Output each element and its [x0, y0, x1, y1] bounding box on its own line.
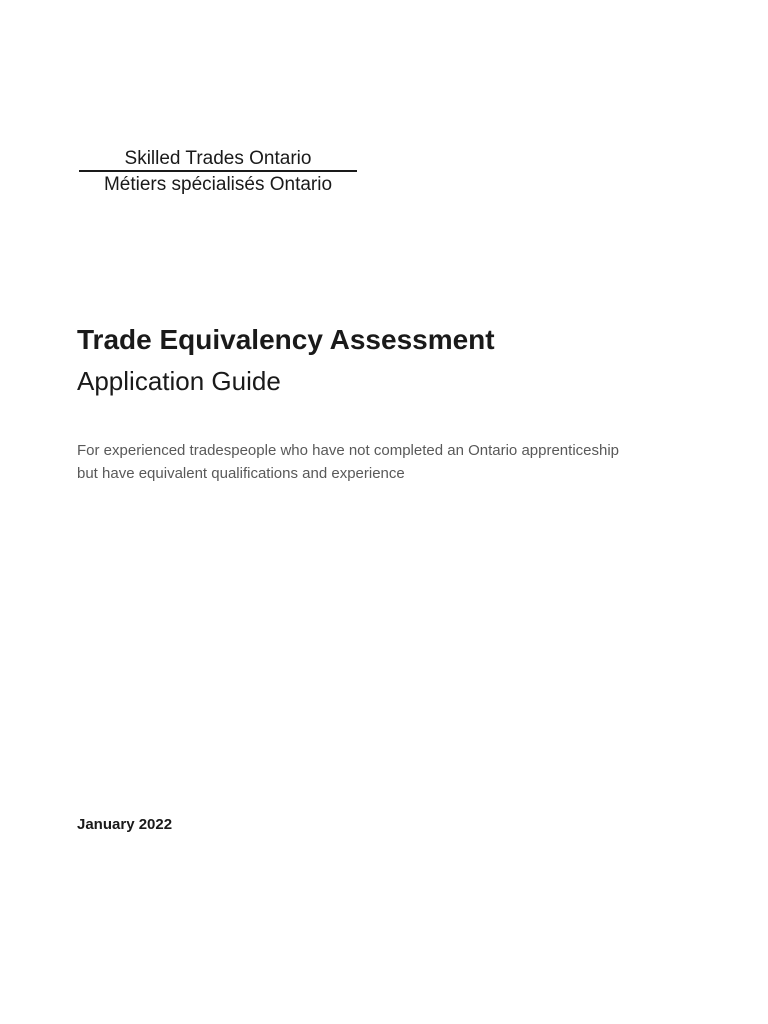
publication-date: January 2022 [77, 816, 173, 833]
logo-name-french: Métiers spécialisés Ontario [103, 174, 333, 195]
document-title: Trade Equivalency Assessment [77, 324, 495, 355]
document-subtitle: Application Guide [77, 366, 281, 396]
document-description [77, 439, 697, 485]
logo-name-english-text: Skilled Trades Ontario [122, 148, 315, 169]
description-line: For experienced tradespeople who have not completed an Ontario apprenticeship [77, 442, 620, 459]
logo-divider-rule [79, 170, 357, 172]
logo-name-english [79, 148, 357, 170]
description-line: but have equivalent qualifications and experience [77, 465, 405, 482]
